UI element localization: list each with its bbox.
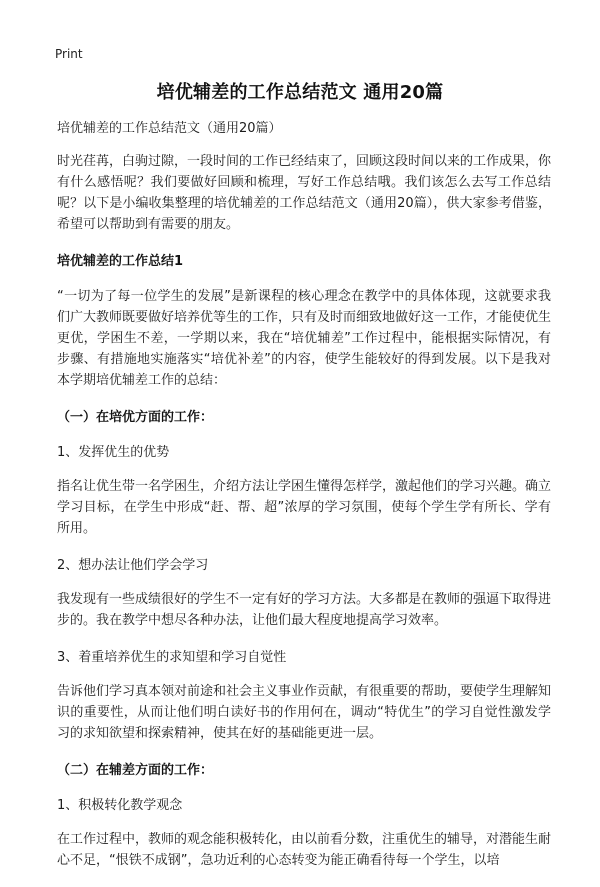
item4-title: 1、积极转化教学观念: [57, 798, 183, 813]
intro-paragraph: 时光荏苒，白驹过隙，一段时间的工作已经结束了，回顾这段时间以来的工作成果，你有什么感悟呢？我们要做好回顾和梳理，写好工作总结哦。我们该怎么去写工作总结呢？以下是小编收集整理的培优辅差的工作总结范文（通用20篇），供大家参考借鉴，希望可以帮助到有需要的朋友。: [57, 154, 552, 232]
page-title: 培优辅差的工作总结范文 通用20篇: [156, 82, 444, 103]
item1-paragraph: 指名让优生带一名学困生，介绍方法让学困生懂得怎样学，激起他们的学习兴趣。确立学习目标，在学生中形成“赶、帮、超”浓厚的学习氛围，使每个学生学有所长、学有所用。: [57, 479, 552, 536]
item4-paragraph: 在工作过程中，教师的观念能积极转化，由以前看分数，注重优生的辅导，对潜能生耐心不足，“恨铁不成钢”，急功近利的心态转变为能正确看待每一个学生，以培: [57, 832, 552, 868]
item2-paragraph: 我发现有一些成绩很好的学生不一定有好的学习方法。大多都是在教师的强逼下取得进步的。我在教学中想尽各种办法，让他们最大程度地提高学习效率。: [57, 592, 552, 628]
section-intro-paragraph: “一切为了每一位学生的发展”是新课程的核心理念在教学中的具体体现，这就要求我们广大教师既要做好培养优等生的工作，只有及时而细致地做好这一工作，才能使优生更优，学困生不差，一学期以来，我在“培优辅差”工作过程中，能根据实际情况，有步骤、有措施地实施落实“培优补差”的内容，使学生能较好的得到发展。以下是我对本学期培优辅差工作的总结：: [57, 289, 552, 388]
article-subtitle: 培优辅差的工作总结范文（通用20篇）: [57, 121, 282, 136]
item3-paragraph: 告诉他们学习真本领对前途和社会主义事业作贡献，有很重要的帮助，要使学生理解知识的重要性，从而让他们明白读好书的作用何在，调动“特优生”的学习自觉性激发学习的求知欲望和探索精神，使其在好的基础能更进一层。: [57, 684, 552, 741]
part2-heading: （二）在辅差方面的工作：: [57, 763, 214, 778]
item3-title: 3、着重培养优生的求知望和学习自觉性: [57, 650, 287, 665]
part1-heading: （一）在培优方面的工作：: [57, 410, 214, 425]
section-heading: 培优辅差的工作总结1: [57, 254, 184, 269]
print-link[interactable]: Print: [55, 47, 83, 61]
item1-title: 1、发挥优生的优势: [57, 445, 170, 460]
item2-title: 2、想办法让他们学会学习: [57, 558, 209, 573]
article-body: [57, 118, 551, 887]
